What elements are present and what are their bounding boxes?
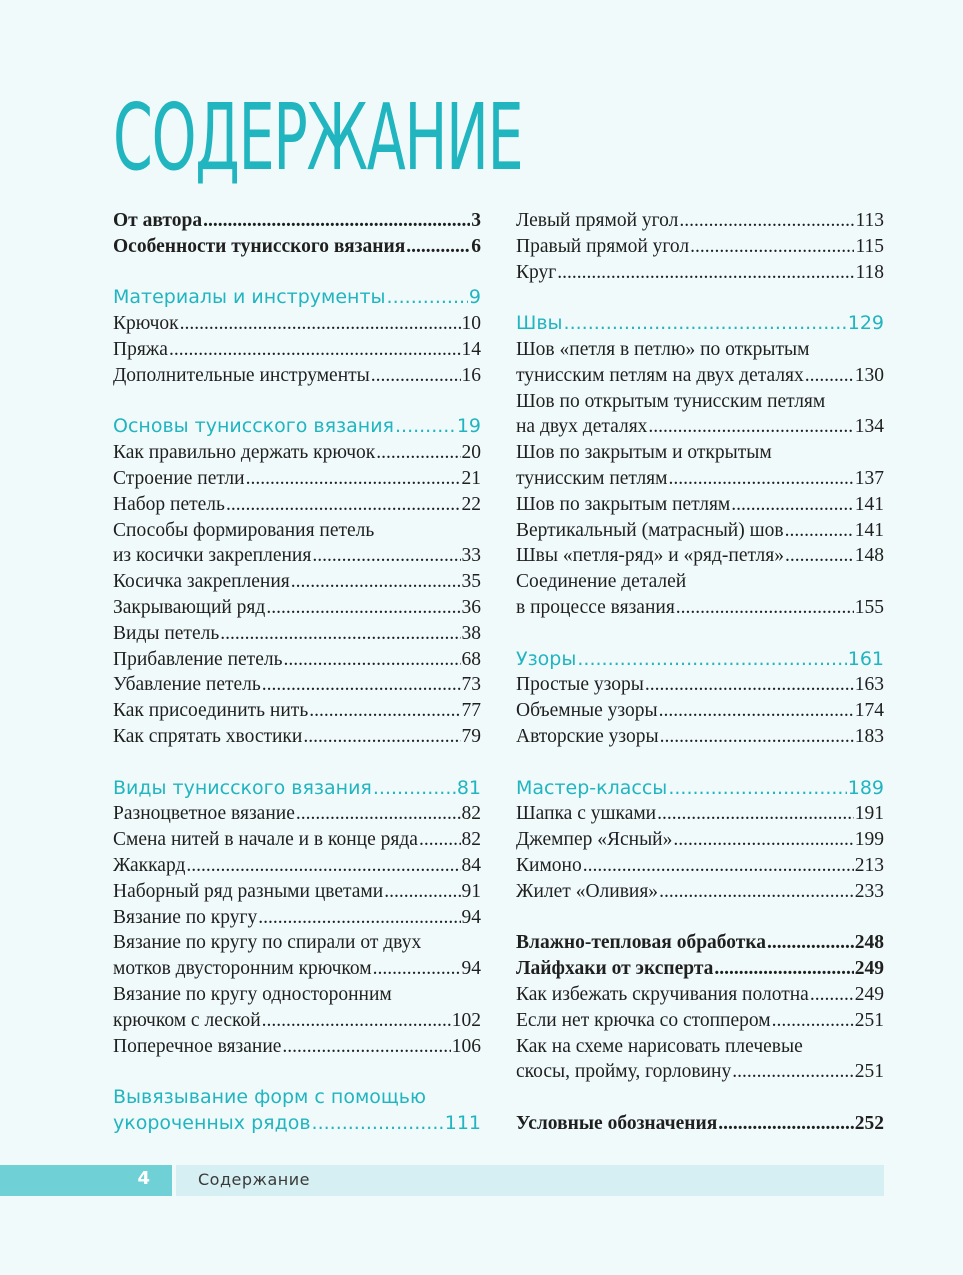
toc-entry[interactable] (113, 621, 481, 647)
entry-title: Лайфхаки от эксперта (516, 958, 714, 980)
section-page: 111 (444, 1111, 481, 1134)
entry-title-line[interactable]: Шов «петля в петлю» по открытым (516, 338, 810, 360)
dot-leader (406, 234, 470, 260)
dot-leader (258, 905, 460, 931)
entry-title: Особенности тунисского вязания (113, 235, 406, 257)
section-title: Мастер-классы (516, 776, 668, 799)
entry-page: 213 (854, 854, 884, 876)
dot-leader (371, 363, 461, 389)
entry-page: 91 (461, 880, 481, 902)
entry-title: Влажно-тепловая обработка (516, 932, 767, 954)
dot-leader (714, 956, 853, 982)
toc-entry[interactable] (516, 724, 884, 750)
entry-page: 141 (854, 519, 884, 541)
toc-entry[interactable] (516, 492, 884, 518)
toc-entry[interactable] (516, 414, 884, 440)
page-number: 4 (137, 1168, 150, 1189)
entry-page: 113 (855, 210, 884, 231)
dot-leader (387, 285, 468, 311)
dot-leader (718, 1111, 853, 1137)
entry-title: От автора (113, 210, 203, 231)
entry-title: Дополнительные инструменты (113, 364, 370, 386)
dot-leader (262, 672, 461, 698)
entry-page: 251 (854, 1009, 884, 1031)
entry-title-line[interactable]: Как на схеме нарисовать плечевые (516, 1035, 803, 1057)
entry-page: 134 (854, 416, 884, 438)
dot-leader (767, 930, 854, 956)
entry-page: 163 (854, 674, 884, 696)
entry-page: 6 (471, 235, 481, 257)
dot-leader (785, 543, 854, 569)
toc-entry[interactable] (516, 260, 884, 286)
entry-title-line[interactable]: Шов по закрытым и открытым (516, 442, 772, 464)
entry-page: 102 (451, 1009, 481, 1031)
entry-title: Набор петель (113, 493, 225, 515)
entry-page: 3 (471, 210, 481, 231)
toc-entry[interactable] (516, 518, 884, 544)
toc-entry[interactable] (516, 466, 884, 492)
entry-title: Вязание по кругу (113, 906, 258, 928)
entry-page: 249 (854, 983, 884, 1005)
section-title: Виды тунисского вязания (113, 776, 372, 799)
dot-leader (169, 337, 461, 363)
entry-title: Вертикальный (матрасный) шов (516, 519, 784, 541)
dot-leader (283, 647, 460, 673)
entry-title: Кимоно (516, 854, 582, 876)
dot-leader (296, 801, 461, 827)
dot-leader (731, 492, 853, 518)
entry-page: 141 (854, 493, 884, 515)
entry-title: Как присоединить нить (113, 700, 309, 722)
toc-entry[interactable] (113, 337, 481, 363)
entry-page: 130 (854, 364, 884, 386)
toc-entry[interactable] (113, 569, 481, 595)
entry-page: 16 (461, 364, 481, 386)
entry-page: 33 (461, 545, 481, 567)
section-title: Материалы и инструменты (113, 286, 386, 309)
toc-entry[interactable] (516, 982, 884, 1008)
footer-running-head (176, 1165, 884, 1196)
page-title: СОДЕРЖАНИЕ (113, 84, 523, 191)
entry-page: 68 (461, 648, 481, 670)
section-title: Основы тунисского вязания (113, 415, 394, 438)
toc-section-heading[interactable] (516, 776, 884, 802)
toc-entry[interactable] (113, 647, 481, 673)
section-page: 161 (847, 647, 884, 670)
toc-entry[interactable] (516, 853, 884, 879)
entry-page: 233 (854, 880, 884, 902)
entry-title: Прибавление петель (113, 648, 283, 670)
section-page: 129 (847, 312, 884, 335)
section-page: 9 (468, 286, 481, 309)
entry-title: Пряжа (113, 338, 168, 360)
entry-page: 115 (855, 235, 884, 257)
entry-title: тунисским петлям (516, 467, 668, 489)
entry-page: 249 (854, 958, 884, 980)
toc-entry[interactable] (113, 698, 481, 724)
toc-entry[interactable] (516, 363, 884, 389)
entry-page: 252 (854, 1112, 884, 1134)
entry-page: 35 (461, 571, 481, 593)
toc-entry[interactable] (516, 1059, 884, 1085)
section-title: укороченных рядов (113, 1111, 311, 1134)
entry-title-line[interactable]: Шов по открытым тунисским петлям (516, 390, 826, 412)
toc-right-column (516, 208, 884, 1137)
toc-section-heading[interactable] (113, 776, 481, 802)
entry-title: Швы «петля-ряд» и «ряд-петля» (516, 545, 784, 567)
toc-entry[interactable] (113, 543, 481, 569)
entry-page: 94 (461, 906, 481, 928)
toc-entry[interactable] (516, 956, 884, 982)
dot-leader (395, 414, 456, 440)
entry-title: Как спрятать хвостики (113, 725, 303, 747)
dot-leader (679, 208, 854, 234)
toc-entry[interactable] (516, 672, 884, 698)
dot-leader (673, 827, 853, 853)
entry-title: тунисским петлям на двух деталях (516, 364, 804, 386)
entry-page: 21 (461, 467, 481, 489)
entry-title: Убавление петель (113, 674, 261, 696)
entry-page: 106 (451, 1035, 481, 1057)
entry-title: Крючок (113, 313, 179, 335)
dot-leader (810, 982, 854, 1008)
entry-title: в процессе вязания (516, 596, 675, 618)
toc-entry[interactable] (516, 234, 884, 260)
dot-leader (648, 414, 853, 440)
dot-leader (262, 1008, 451, 1034)
entry-page: 38 (461, 622, 481, 644)
entry-title: Как избежать скручивания полотна (516, 983, 809, 1005)
toc-entry[interactable] (113, 905, 481, 931)
entry-title: Круг (516, 261, 557, 283)
dot-leader (657, 801, 854, 827)
entry-page: 251 (854, 1061, 884, 1083)
dot-leader (309, 698, 460, 724)
dot-leader (732, 1059, 854, 1085)
dot-leader (266, 595, 460, 621)
entry-page: 174 (854, 700, 884, 722)
dot-leader (690, 234, 854, 260)
entry-title: Закрывающий ряд (113, 596, 266, 618)
dot-leader (376, 440, 460, 466)
toc-entry[interactable] (516, 698, 884, 724)
entry-page: 148 (854, 545, 884, 567)
entry-page: 155 (854, 596, 884, 618)
dot-leader (303, 724, 460, 750)
dot-leader (577, 647, 846, 673)
dot-leader (373, 956, 461, 982)
dot-leader (312, 1111, 444, 1137)
entry-title: Разноцветное вязание (113, 803, 295, 825)
toc-entry[interactable] (516, 801, 884, 827)
toc-section-heading[interactable] (516, 311, 884, 337)
toc-entry[interactable] (516, 827, 884, 853)
dot-leader (291, 569, 461, 595)
dot-leader (220, 621, 460, 647)
toc-entry[interactable] (113, 1034, 481, 1060)
toc-left-column (113, 208, 481, 1137)
entry-title: Жаккард (113, 854, 186, 876)
entry-page: 82 (461, 829, 481, 851)
toc-entry[interactable] (516, 208, 884, 234)
dot-leader (564, 311, 847, 337)
toc-entry[interactable] (113, 827, 481, 853)
toc-entry[interactable] (113, 311, 481, 337)
section-page: 19 (456, 415, 481, 438)
dot-leader (226, 492, 461, 518)
dot-leader (203, 208, 470, 234)
entry-title: Виды петель (113, 622, 220, 644)
entry-title: Наборный ряд разными цветами (113, 880, 384, 902)
dot-leader (668, 776, 846, 802)
dot-leader (312, 543, 460, 569)
toc-entry[interactable] (516, 543, 884, 569)
entry-title: Жилет «Оливия» (516, 880, 659, 902)
toc-section-heading-line[interactable]: Вывязывание форм с помощью (113, 1086, 426, 1109)
dot-leader (186, 853, 460, 879)
entry-title-line[interactable]: Соединение деталей (516, 571, 687, 593)
entry-page: 84 (461, 854, 481, 876)
dot-leader (384, 879, 460, 905)
entry-title: Авторские узоры (516, 725, 659, 747)
toc-entry[interactable] (113, 595, 481, 621)
toc-entry[interactable] (516, 1111, 884, 1137)
entry-title: Шов по закрытым петлям (516, 493, 731, 515)
dot-leader (583, 853, 854, 879)
entry-page: 22 (461, 493, 481, 515)
entry-title: Правый прямой угол (516, 235, 690, 257)
dot-leader (659, 879, 854, 905)
section-page: 81 (456, 776, 481, 799)
entry-page: 20 (461, 442, 481, 464)
entry-page: 94 (461, 958, 481, 980)
entry-page: 137 (854, 467, 884, 489)
toc-section-heading[interactable] (113, 285, 481, 311)
entry-page: 10 (461, 313, 481, 335)
dot-leader (676, 595, 854, 621)
toc-entry[interactable] (113, 234, 481, 260)
entry-page: 77 (461, 700, 481, 722)
toc-entry[interactable] (516, 1008, 884, 1034)
section-title: Швы (516, 312, 563, 335)
entry-title-line[interactable]: Способы формирования петель (113, 519, 375, 541)
entry-page: 36 (461, 596, 481, 618)
dot-leader (557, 260, 854, 286)
entry-title: Объемные узоры (516, 700, 658, 722)
toc-entry[interactable] (113, 1008, 481, 1034)
entry-title-line[interactable]: Вязание по кругу односторонним (113, 983, 392, 1005)
toc-entry[interactable] (113, 466, 481, 492)
entry-page: 199 (854, 829, 884, 851)
entry-title: Шапка с ушками (516, 803, 657, 825)
toc-section-heading[interactable] (516, 647, 884, 673)
dot-leader (785, 518, 854, 544)
entry-page: 79 (461, 725, 481, 747)
toc-entry[interactable] (113, 879, 481, 905)
running-head-label: Содержание (198, 1170, 310, 1189)
dot-leader (645, 672, 854, 698)
entry-title: Левый прямой угол (516, 210, 679, 231)
dot-leader (180, 311, 461, 337)
section-page: 189 (847, 776, 884, 799)
footer-page-number-tab (0, 1165, 172, 1196)
entry-title: на двух деталях (516, 416, 648, 438)
dot-leader (659, 698, 854, 724)
entry-title: скосы, пройму, горловину (516, 1061, 732, 1083)
toc-entry[interactable] (516, 930, 884, 956)
entry-title: Если нет крючка со стоппером (516, 1009, 771, 1031)
entry-title: Смена нитей в начале и в конце ряда (113, 829, 418, 851)
dot-leader (660, 724, 854, 750)
entry-title: мотков двусторонним крючком (113, 958, 372, 980)
entry-page: 183 (854, 725, 884, 747)
toc-entry[interactable] (113, 801, 481, 827)
entry-page: 14 (461, 338, 481, 360)
section-title: Узоры (516, 647, 577, 670)
entry-title: крючком с леской (113, 1009, 261, 1031)
entry-page: 118 (855, 261, 884, 283)
toc-entry[interactable] (113, 956, 481, 982)
entry-page: 191 (854, 803, 884, 825)
entry-title: Простые узоры (516, 674, 644, 696)
entry-title: из косички закрепления (113, 545, 312, 567)
dot-leader (246, 466, 461, 492)
toc-entry[interactable] (516, 879, 884, 905)
entry-page: 73 (461, 674, 481, 696)
dot-leader (772, 1008, 854, 1034)
dot-leader (669, 466, 854, 492)
dot-leader (419, 827, 461, 853)
entry-page: 248 (854, 932, 884, 954)
entry-title: Джемпер «Ясный» (516, 829, 673, 851)
dot-leader (805, 363, 854, 389)
entry-page: 82 (461, 803, 481, 825)
toc-entry[interactable] (113, 208, 481, 234)
dot-leader (282, 1034, 450, 1060)
entry-title: Как правильно держать крючок (113, 442, 376, 464)
toc-entry[interactable] (516, 595, 884, 621)
toc-entry[interactable] (113, 853, 481, 879)
entry-title: Косичка закрепления (113, 571, 290, 593)
entry-title: Строение петли (113, 467, 245, 489)
toc-section-heading[interactable] (113, 1111, 481, 1137)
toc-section-heading[interactable] (113, 414, 481, 440)
toc-entry[interactable] (113, 724, 481, 750)
toc-entry[interactable] (113, 672, 481, 698)
dot-leader (373, 776, 456, 802)
entry-title: Поперечное вязание (113, 1035, 282, 1057)
toc-entry[interactable] (113, 440, 481, 466)
entry-title-line[interactable]: Вязание по кругу по спирали от двух (113, 932, 422, 954)
toc-entry[interactable] (113, 492, 481, 518)
entry-title: Условные обозначения (516, 1112, 718, 1134)
toc-entry[interactable] (113, 363, 481, 389)
